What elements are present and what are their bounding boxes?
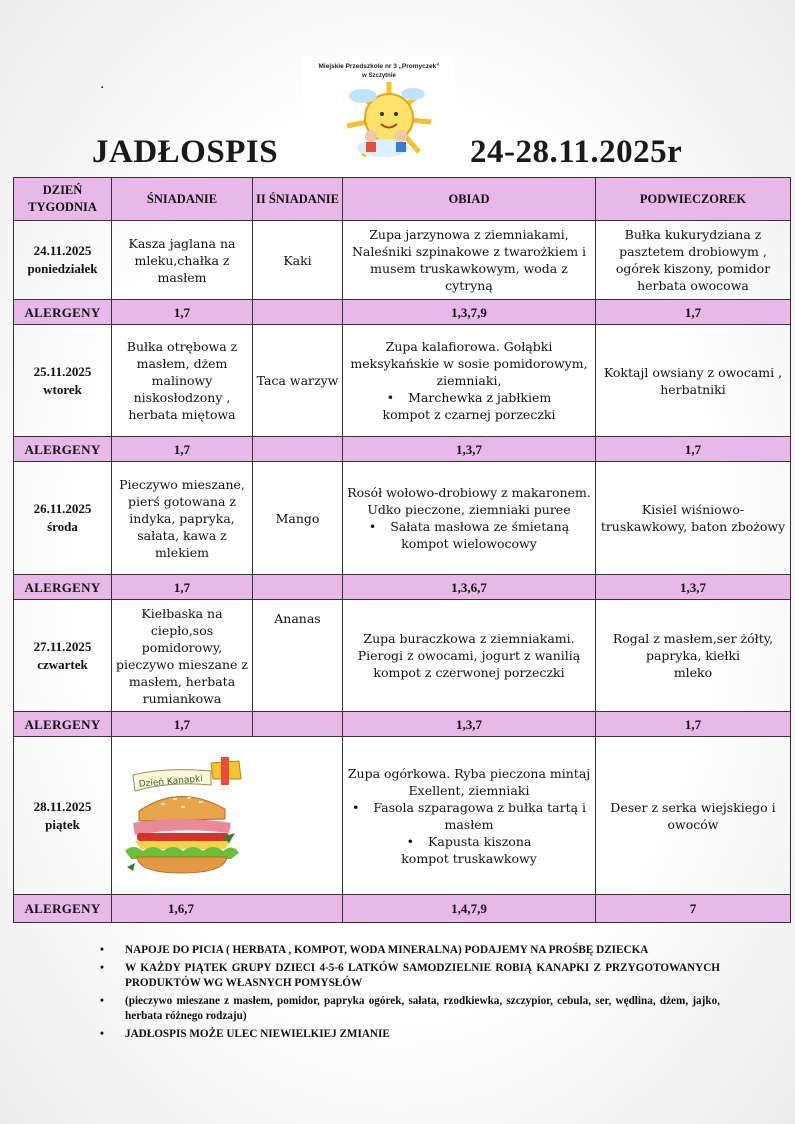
snack-cell: Koktajl owsiany z owocami , herbatniki [596, 325, 791, 437]
day-cell: 27.11.2025 czwartek [14, 600, 112, 712]
allergens-second-breakfast [253, 575, 343, 600]
allergens-label: ALERGENY [14, 300, 112, 325]
lunch-cell: Zupa kalafiorowa. Gołąbki meksykańskie w sosie pomidorowym, ziemniaki, • Marchewka z jabłkiem kompot z czarnej porzeczki [343, 325, 596, 437]
svg-text:Dzień Kanapki: Dzień Kanapki [138, 773, 204, 790]
lunch-cell: Rosół wołowo-drobiowy z makaronem. Udko pieczone, ziemniaki puree • Sałata masłowa ze śmietaną kompot wielowocowy [343, 462, 596, 575]
page-title: JADŁOSPIS [92, 134, 279, 170]
allergens-breakfast: 1,7 [112, 712, 253, 737]
sandwich-day-image [113, 749, 249, 883]
allergens-lunch: 1,4,7,9 [343, 895, 596, 923]
table-row [14, 600, 791, 712]
menu-table [13, 177, 791, 923]
allergens-lunch: 1,3,6,7 [343, 575, 596, 600]
lunch-cell: Zupa buraczkowa z ziemniakami. Pierogi z owocami, jogurt z wanilią kompot z czerwonej porzeczki [343, 600, 596, 712]
header-breakfast: ŚNIADANIE [112, 178, 253, 221]
allergens-second-breakfast [253, 712, 343, 737]
allergens-row [14, 437, 791, 462]
notes-list [100, 943, 720, 1045]
snack-cell: Bułka kukurydziana z pasztetem drobiowym , ogórek kiszony, pomidor herbata owocowa [596, 221, 791, 300]
second-breakfast-cell: Taca warzyw [253, 325, 343, 437]
allergens-snack: 7 [596, 895, 791, 923]
table-row [14, 221, 791, 300]
svg-text:Miejskie Przedszkole nr 3 „Pro: Miejskie Przedszkole nr 3 „Promyczek” [318, 63, 440, 70]
day-cell: 24.11.2025 poniedziałek [14, 221, 112, 300]
second-breakfast-cell: Kaki [253, 221, 343, 300]
note-item: • (pieczywo mieszane z masłem, pomidor, papryka ogórek, sałata, rzodkiewka, szczypior, cebula, ser, wędlina, dżem, jajko, herbata różnego rodzaju) [100, 994, 720, 1024]
allergens-breakfast: 1,7 [112, 437, 253, 462]
allergens-breakfast: 1,7 [112, 575, 253, 600]
kindergarten-logo [303, 56, 455, 162]
allergens-snack: 1,7 [596, 300, 791, 325]
allergens-snack: 1,7 [596, 437, 791, 462]
second-breakfast-cell: Ananas [253, 600, 343, 712]
table-row [14, 325, 791, 437]
allergens-second-breakfast [253, 437, 343, 462]
breakfast-cell: Kasza jaglana na mleku,chałka z masłem [112, 221, 253, 300]
allergens-snack: 1,7 [596, 712, 791, 737]
header-day: DZIEŃ TYGODNIA [14, 178, 112, 221]
allergens-lunch: 1,3,7,9 [343, 300, 596, 325]
allergens-row [14, 895, 791, 923]
breakfast-cell: Kiełbaska na ciepło,sos pomidorowy, pieczywo mieszane z masłem, herbata rumiankowa [112, 600, 253, 712]
svg-text:w Szczytnie: w Szczytnie [362, 73, 396, 79]
allergens-row [14, 712, 791, 737]
allergens-breakfast: 1,6,7 [112, 895, 343, 923]
note-item: • JADŁOSPIS MOŻE ULEC NIEWIELKIEJ ZMIANIE [100, 1027, 720, 1042]
note-item: • NAPOJE DO PICIA ( HERBATA , KOMPOT, WODA MINERALNA) PODAJEMY NA PROŚBĘ DZIECKA [100, 943, 720, 958]
breakfast-cell: Pieczywo mieszane, pierś gotowana z indyka, papryka, sałata, kawa z mlekiem [112, 462, 253, 575]
table-row [14, 737, 791, 895]
snack-cell: Kisiel wiśniowo-truskawkowy, baton zbożowy [596, 462, 791, 575]
allergens-row [14, 300, 791, 325]
date-range: 24-28.11.2025r [470, 134, 683, 170]
day-cell: 28.11.2025 piątek [14, 737, 112, 895]
allergens-label: ALERGENY [14, 712, 112, 737]
allergens-row [14, 575, 791, 600]
sandwich-day-cell [112, 737, 343, 895]
allergens-label: ALERGENY [14, 895, 112, 923]
header-second-breakfast: II ŚNIADANIE [253, 178, 343, 221]
table-row [14, 462, 791, 575]
day-cell: 26.11.2025 środa [14, 462, 112, 575]
note-item: • W KAŻDY PIĄTEK GRUPY DZIECI 4-5-6 LATKÓW SAMODZIELNIE ROBIĄ KANAPKI Z PRZYGOTOWANYCH PRODUKTÓW WG WŁASNYCH POMYSŁÓW [100, 961, 720, 991]
allergens-snack: 1,3,7 [596, 575, 791, 600]
header-snack: PODWIECZOREK [596, 178, 791, 221]
second-breakfast-cell: Mango [253, 462, 343, 575]
allergens-label: ALERGENY [14, 575, 112, 600]
lunch-cell: Zupa jarzynowa z ziemniakami, Naleśniki szpinakowe z twarożkiem i musem truskawkowym, woda z cytryną [343, 221, 596, 300]
table-header-row [14, 178, 791, 221]
snack-cell: Deser z serka wiejskiego i owoców [596, 737, 791, 895]
breakfast-cell: Bułka otrębowa z masłem, dżem malinowy niskosłodzony , herbata miętowa [112, 325, 253, 437]
allergens-label: ALERGENY [14, 437, 112, 462]
allergens-lunch: 1,3,7 [343, 437, 596, 462]
snack-cell: Rogal z masłem,ser żółty, papryka, kiełki mleko [596, 600, 791, 712]
allergens-breakfast: 1,7 [112, 300, 253, 325]
lunch-cell: Zupa ogórkowa. Ryba pieczona mintaj Exellent, ziemniaki • Fasola szparagowa z bułka tartą i masłem • Kapusta kiszona kompot truskawkowy [343, 737, 596, 895]
header-lunch: OBIAD [343, 178, 596, 221]
day-cell: 25.11.2025 wtorek [14, 325, 112, 437]
stray-dot: . [100, 76, 105, 92]
allergens-second-breakfast [253, 300, 343, 325]
allergens-lunch: 1,3,7 [343, 712, 596, 737]
